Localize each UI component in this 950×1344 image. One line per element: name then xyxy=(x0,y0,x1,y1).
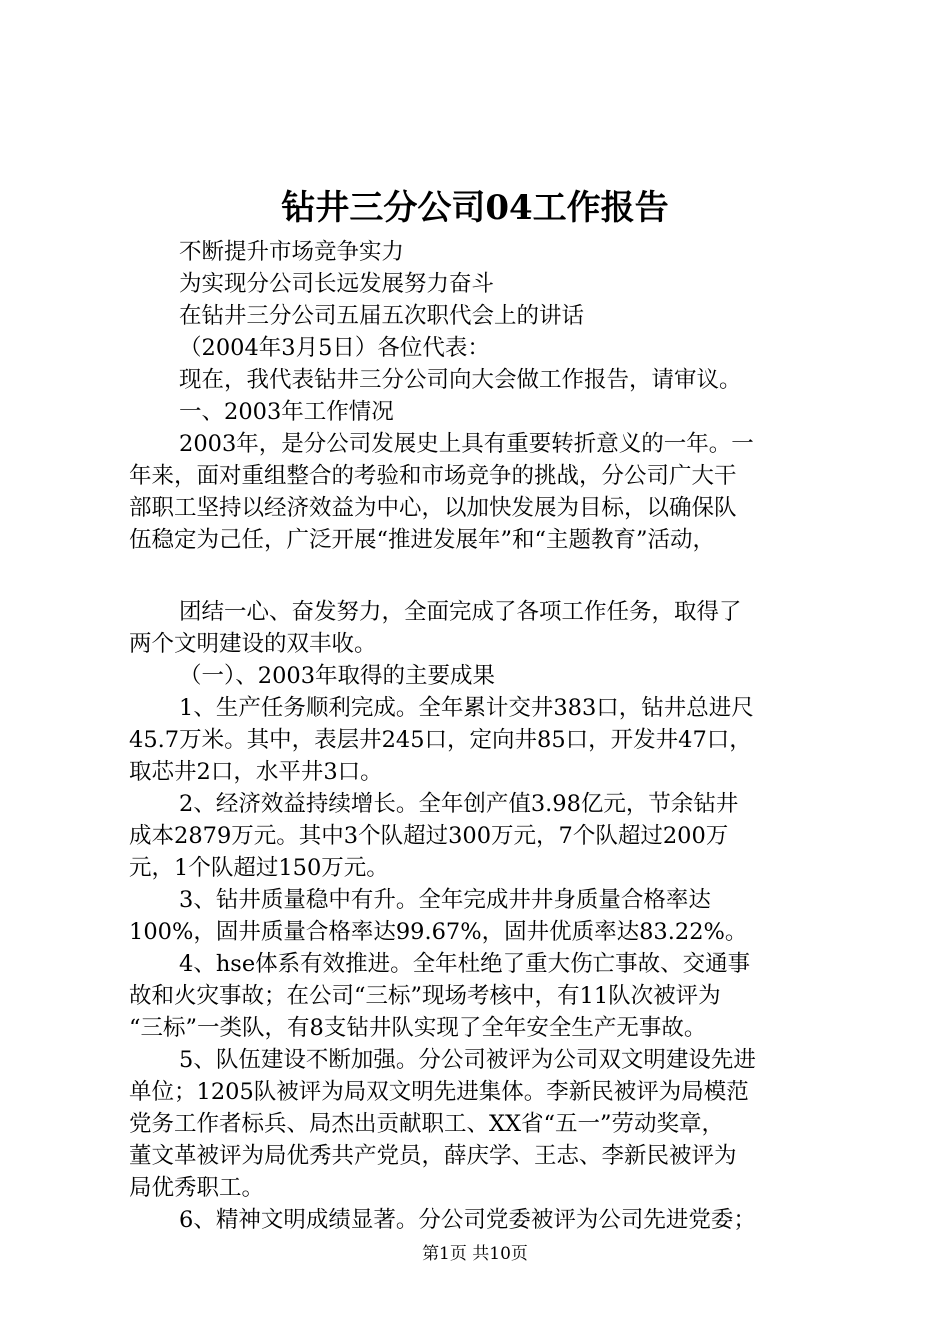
paragraph-line: 6、精神文明成绩显著。分公司党委被评为公司先进党委； xyxy=(179,1207,756,1233)
paragraph-line: 5、队伍建设不断加强。分公司被评为公司双文明建设先进 xyxy=(179,1047,756,1073)
section-heading: 一、2003年工作情况 xyxy=(179,399,394,425)
paragraph-line: 3、钻井质量稳中有升。全年完成井井身质量合格率达 xyxy=(179,887,711,913)
paragraph-line: 单位；1205队被评为局双文明先进集体。李新民被评为局模范 xyxy=(129,1079,749,1105)
paragraph-line: 局优秀职工。 xyxy=(129,1175,265,1201)
paragraph-line: 45.7万米。其中，表层井245口，定向井85口，开发井47口， xyxy=(129,727,752,753)
page-number-footer: 第1页 共10页 xyxy=(422,1244,528,1264)
paragraph-line: 故和火灾事故；在公司“三标”现场考核中，有11队次被评为 xyxy=(129,983,721,1009)
document-title: 钻井三分公司04工作报告 xyxy=(281,188,669,228)
paragraph-line: 党务工作者标兵、局杰出贡献职工、XX省“五一”劳动奖章， xyxy=(129,1111,725,1137)
paragraph-line: 取芯井2口，水平井3口。 xyxy=(129,759,383,785)
document-body xyxy=(129,236,841,1236)
paragraph-line: 成本2879万元。其中3个队超过300万元，7个队超过200万 xyxy=(129,823,729,849)
paragraph-line: 伍稳定为己任，广泛开展“推进发展年”和“主题教育”活动， xyxy=(129,527,716,553)
paragraph-line: 1、生产任务顺利完成。全年累计交井383口，钻井总进尺 xyxy=(179,695,754,721)
subtitle-line: 不断提升市场竞争实力 xyxy=(179,239,405,265)
paragraph-line: 2003年，是分公司发展史上具有重要转折意义的一年。一 xyxy=(179,431,754,457)
paragraph-line: 2、经济效益持续增长。全年创产值3.98亿元，节余钻井 xyxy=(179,791,739,817)
date-greeting-line: （2004年3月5日）各位代表： xyxy=(179,335,490,361)
speech-occasion-line: 在钻井三分公司五届五次职代会上的讲话 xyxy=(179,303,585,329)
paragraph-line: 年来，面对重组整合的考验和市场竞争的挑战，分公司广大干 xyxy=(129,463,737,489)
subtitle-line: 为实现分公司长远发展努力奋斗 xyxy=(179,271,495,297)
subsection-heading: （一）、2003年取得的主要成果 xyxy=(179,663,496,689)
paragraph-line: 现在，我代表钻井三分公司向大会做工作报告，请审议。 xyxy=(179,367,742,393)
paragraph-line: 两个文明建设的双丰收。 xyxy=(129,631,377,657)
paragraph-line: 4、hse体系有效推进。全年杜绝了重大伤亡事故、交通事 xyxy=(179,951,751,977)
paragraph-line: 100%，固井质量合格率达99.67%，固井优质率达83.22%。 xyxy=(129,919,748,945)
paragraph-line: 部职工坚持以经济效益为中心，以加快发展为目标，以确保队 xyxy=(129,495,737,521)
paragraph-line: 团结一心、奋发努力，全面完成了各项工作任务，取得了 xyxy=(179,599,742,625)
paragraph-line: “三标”一类队，有8支钻井队实现了全年安全生产无事故。 xyxy=(129,1015,707,1041)
paragraph-line: 董文革被评为局优秀共产党员，薛庆学、王志、李新民被评为 xyxy=(129,1143,737,1169)
paragraph-line: 元，1个队超过150万元。 xyxy=(129,855,389,881)
paragraph-gap xyxy=(129,556,841,596)
